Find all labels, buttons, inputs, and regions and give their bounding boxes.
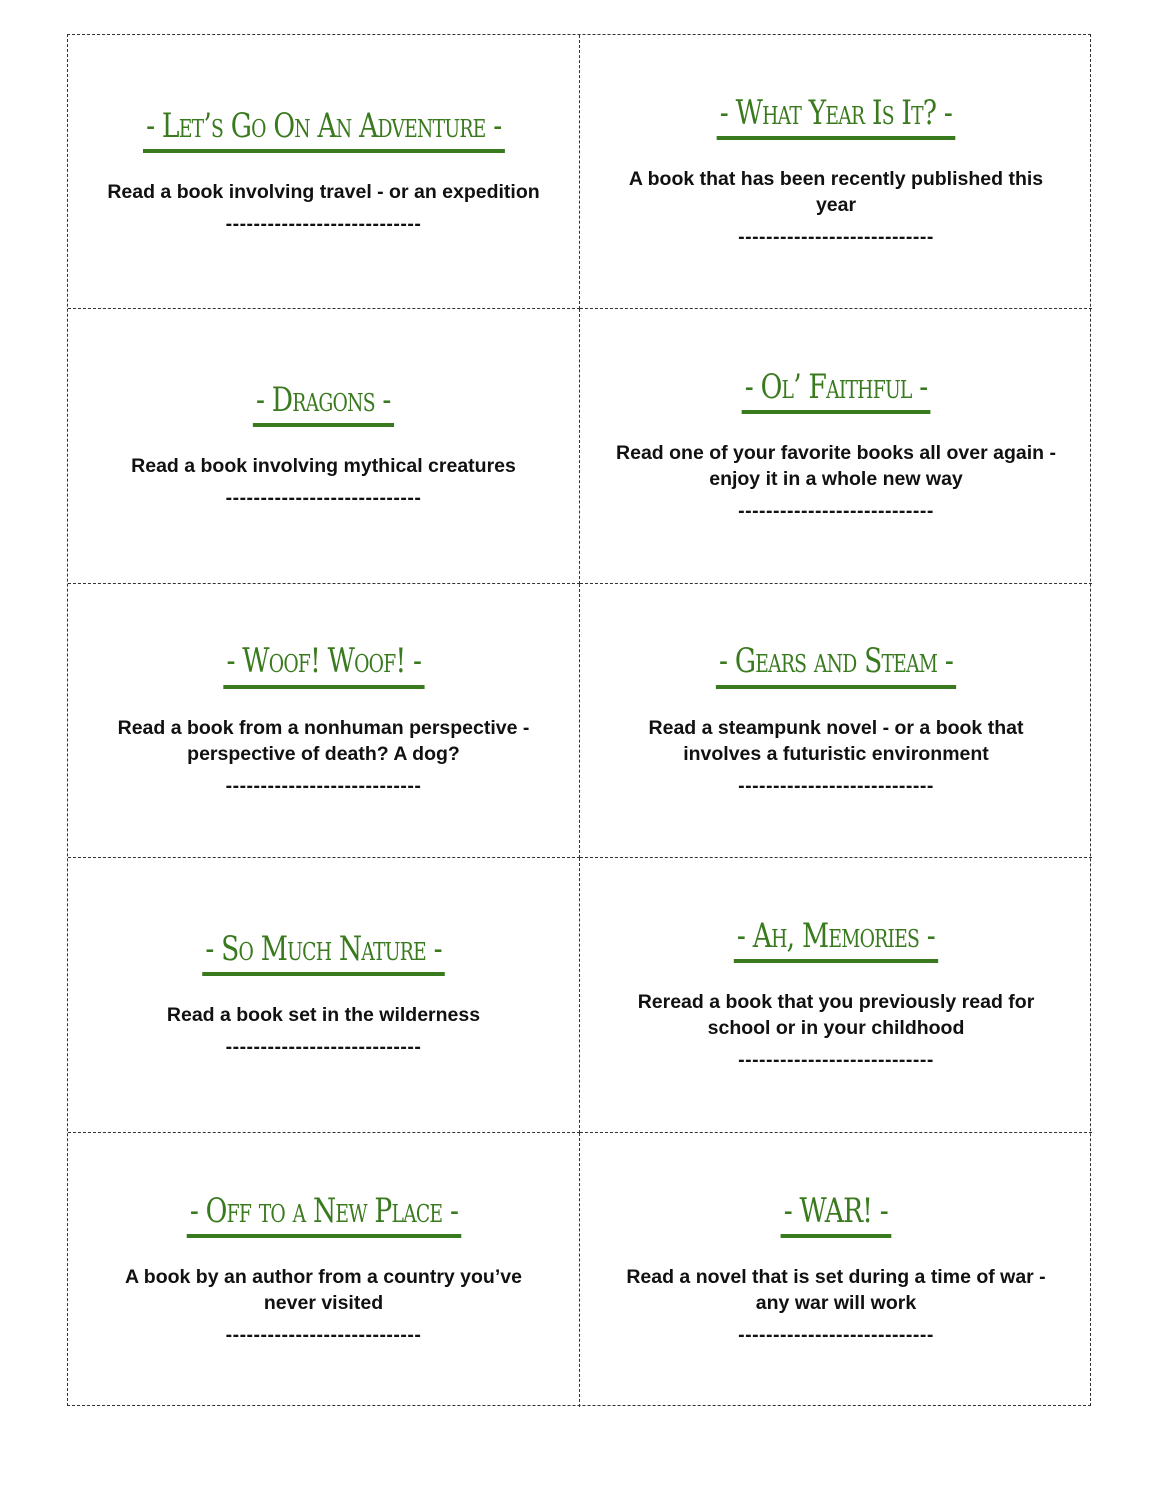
card-title: - Dragons - (253, 382, 394, 427)
card-write-line: ---------------------------- (738, 500, 934, 523)
card (68, 309, 580, 583)
card-title: - What Year Is It? - (717, 95, 956, 140)
card-title: - Let’s Go On An Adventure - (143, 108, 505, 153)
card (68, 584, 580, 858)
card-write-line: ---------------------------- (225, 774, 422, 797)
card-write-line: ---------------------------- (738, 1323, 934, 1346)
card-write-line: ---------------------------- (738, 1049, 934, 1072)
card-description: Read one of your favorite books all over again - enjoy it in a whole new way (616, 442, 1056, 491)
card (68, 35, 580, 309)
card-description: Read a novel that is set during a time of war - any war will work (626, 1265, 1046, 1314)
card-write-line: ---------------------------- (225, 1323, 422, 1346)
card-write-line: ---------------------------- (225, 1036, 422, 1059)
card-write-line: ---------------------------- (225, 487, 422, 510)
card (580, 1133, 1092, 1407)
card (580, 858, 1092, 1132)
card (68, 858, 580, 1132)
card-description: Read a book set in the wilderness (166, 1004, 481, 1027)
card-write-line: ---------------------------- (738, 225, 934, 248)
card-title: - So Much Nature - (202, 931, 445, 976)
card (580, 309, 1092, 583)
card-description: A book by an author from a country you’ve never visited (125, 1265, 522, 1314)
card-description: A book that has been recently published this year (628, 167, 1044, 216)
card (68, 1133, 580, 1407)
card (580, 584, 1092, 858)
card-title: - Ol’ Faithful - (742, 369, 931, 414)
card-description: Read a book from a nonhuman perspective - perspective of death? A dog? (117, 716, 530, 765)
card-description: Read a book involving mythical creatures (131, 455, 516, 478)
card-write-line: ---------------------------- (225, 212, 422, 235)
card-title: - Woof! Woof! - (223, 643, 424, 688)
card-title: - Gears and Steam - (716, 643, 956, 688)
card-write-line: ---------------------------- (738, 774, 934, 797)
card-description: Read a steampunk novel - or a book that involves a futuristic environment (648, 716, 1024, 765)
card (580, 35, 1092, 309)
card-title: - Off to a New Place - (186, 1193, 461, 1238)
card-sheet (67, 34, 1091, 1406)
card-title: - WAR! - (781, 1193, 892, 1238)
card-description: Read a book involving travel - or an expedition (107, 180, 540, 203)
card-title: - Ah, Memories - (734, 918, 938, 963)
card-description: Reread a book that you previously read for school or in your childhood (637, 991, 1035, 1040)
